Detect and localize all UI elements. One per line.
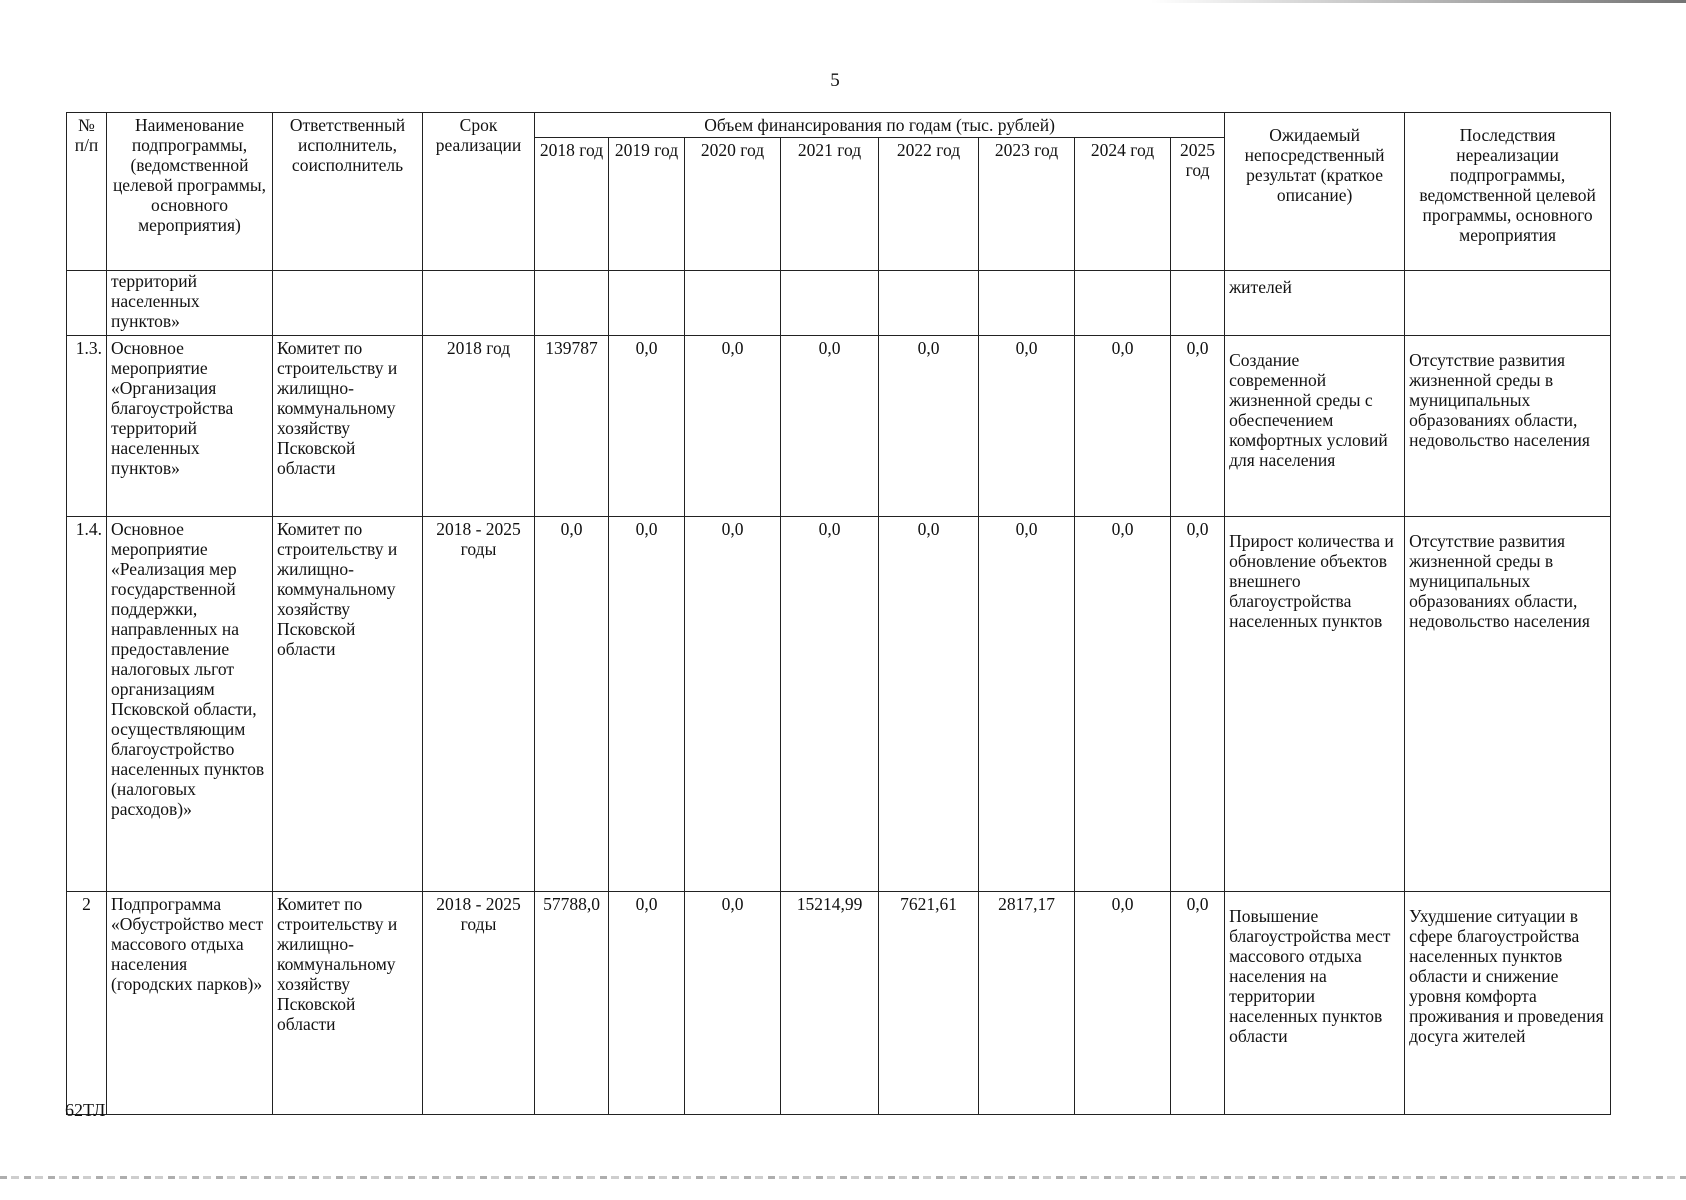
header-year-2018: 2018 год	[535, 138, 609, 271]
cell-term: 2018 - 2025 годы	[423, 892, 535, 1115]
cell-value: 0,0	[879, 517, 979, 892]
scan-edge-top	[1150, 0, 1686, 3]
cell-value: 0,0	[1171, 892, 1225, 1115]
cell-value: 0,0	[685, 336, 781, 517]
cell-value: 57788,0	[535, 892, 609, 1115]
header-year-2022: 2022 год	[879, 138, 979, 271]
cell-result: жителей	[1225, 271, 1405, 336]
cell-value: 0,0	[535, 517, 609, 892]
cell-value: 0,0	[1171, 517, 1225, 892]
cell-result: Повышение благоустройства мест массового отдыха населения на территории населенных пунктов области	[1225, 892, 1405, 1115]
header-num: № п/п	[67, 113, 107, 271]
header-year-2024: 2024 год	[1075, 138, 1171, 271]
cell-num	[67, 271, 107, 336]
header-result: Ожидаемый непосредственный результат (краткое описание)	[1225, 113, 1405, 271]
header-year-2021: 2021 год	[781, 138, 879, 271]
cell-value: 2817,17	[979, 892, 1075, 1115]
table-row	[67, 892, 1611, 1115]
cell-value: 15214,99	[781, 892, 879, 1115]
cell-value: 0,0	[1075, 336, 1171, 517]
cell-value: 0,0	[1171, 336, 1225, 517]
cell-value: 139787	[535, 336, 609, 517]
cell-term: 2018 - 2025 годы	[423, 517, 535, 892]
footer-code: 62ТЛ	[65, 1100, 106, 1120]
cell-value: 0,0	[1075, 517, 1171, 892]
cell-value: 0,0	[1075, 892, 1171, 1115]
cell-name: Основное мероприятие «Организация благоустройства территорий населенных пунктов»	[107, 336, 273, 517]
table-row	[67, 271, 1611, 336]
cell-responsible	[273, 271, 423, 336]
funding-table	[66, 112, 1611, 1115]
cell-value	[535, 271, 609, 336]
cell-value	[609, 271, 685, 336]
cell-num: 1.4.	[67, 517, 107, 892]
cell-value: 0,0	[609, 892, 685, 1115]
cell-responsible: Комитет по строительству и жилищно-коммунальному хозяйству Псковской области	[273, 892, 423, 1115]
cell-value: 0,0	[609, 517, 685, 892]
cell-name: Подпрограмма «Обустройство мест массового отдыха населения (городских парков)»	[107, 892, 273, 1115]
cell-value	[781, 271, 879, 336]
table-row	[67, 336, 1611, 517]
cell-value: 0,0	[685, 892, 781, 1115]
header-year-2019: 2019 год	[609, 138, 685, 271]
cell-name: территорий населенных пунктов»	[107, 271, 273, 336]
cell-value	[685, 271, 781, 336]
header-year-2020: 2020 год	[685, 138, 781, 271]
cell-value: 0,0	[685, 517, 781, 892]
cell-consequences	[1405, 271, 1611, 336]
header-responsible: Ответственный исполнитель, соисполнитель	[273, 113, 423, 271]
cell-term: 2018 год	[423, 336, 535, 517]
cell-result: Прирост количества и обновление объектов внешнего благоустройства населенных пунктов	[1225, 517, 1405, 892]
header-name: Наименование подпрограммы, (ведомственной целевой программы, основного мероприятия)	[107, 113, 273, 271]
cell-value	[1171, 271, 1225, 336]
cell-term	[423, 271, 535, 336]
header-year-2025: 2025 год	[1171, 138, 1225, 271]
cell-consequences: Отсутствие развития жизненной среды в муниципальных образованиях области, недовольство населения	[1405, 517, 1611, 892]
cell-responsible: Комитет по строительству и жилищно-коммунальному хозяйству Псковской области	[273, 336, 423, 517]
table-row	[67, 517, 1611, 892]
cell-value: 0,0	[979, 336, 1075, 517]
cell-value: 0,0	[879, 336, 979, 517]
cell-value	[879, 271, 979, 336]
cell-value	[1075, 271, 1171, 336]
scan-edge-bottom	[0, 1176, 1686, 1179]
cell-responsible: Комитет по строительству и жилищно-коммунальному хозяйству Псковской области	[273, 517, 423, 892]
cell-value: 0,0	[979, 517, 1075, 892]
cell-name: Основное мероприятие «Реализация мер государственной поддержки, направленных на предоставление налоговых льгот организациям Псковской области, осуществляющим благоустройство населенных пунктов (налоговых расходов)»	[107, 517, 273, 892]
cell-value: 7621,61	[879, 892, 979, 1115]
cell-value: 0,0	[609, 336, 685, 517]
cell-consequences: Ухудшение ситуации в сфере благоустройства населенных пунктов области и снижение уровня комфорта проживания и проведения досуга жителей	[1405, 892, 1611, 1115]
header-term: Срок реализации	[423, 113, 535, 271]
header-funding-group: Объем финансирования по годам (тыс. рублей)	[535, 113, 1225, 138]
header-year-2023: 2023 год	[979, 138, 1075, 271]
page-number: 5	[830, 70, 840, 91]
header-consequences: Последствия нереализации подпрограммы, ведомственной целевой программы, основного мероприятия	[1405, 113, 1611, 271]
cell-value: 0,0	[781, 336, 879, 517]
cell-num: 1.3.	[67, 336, 107, 517]
cell-num: 2	[67, 892, 107, 1115]
cell-consequences: Отсутствие развития жизненной среды в муниципальных образованиях области, недовольство населения	[1405, 336, 1611, 517]
cell-value	[979, 271, 1075, 336]
cell-result: Создание современной жизненной среды с обеспечением комфортных условий для населения	[1225, 336, 1405, 517]
cell-value: 0,0	[781, 517, 879, 892]
